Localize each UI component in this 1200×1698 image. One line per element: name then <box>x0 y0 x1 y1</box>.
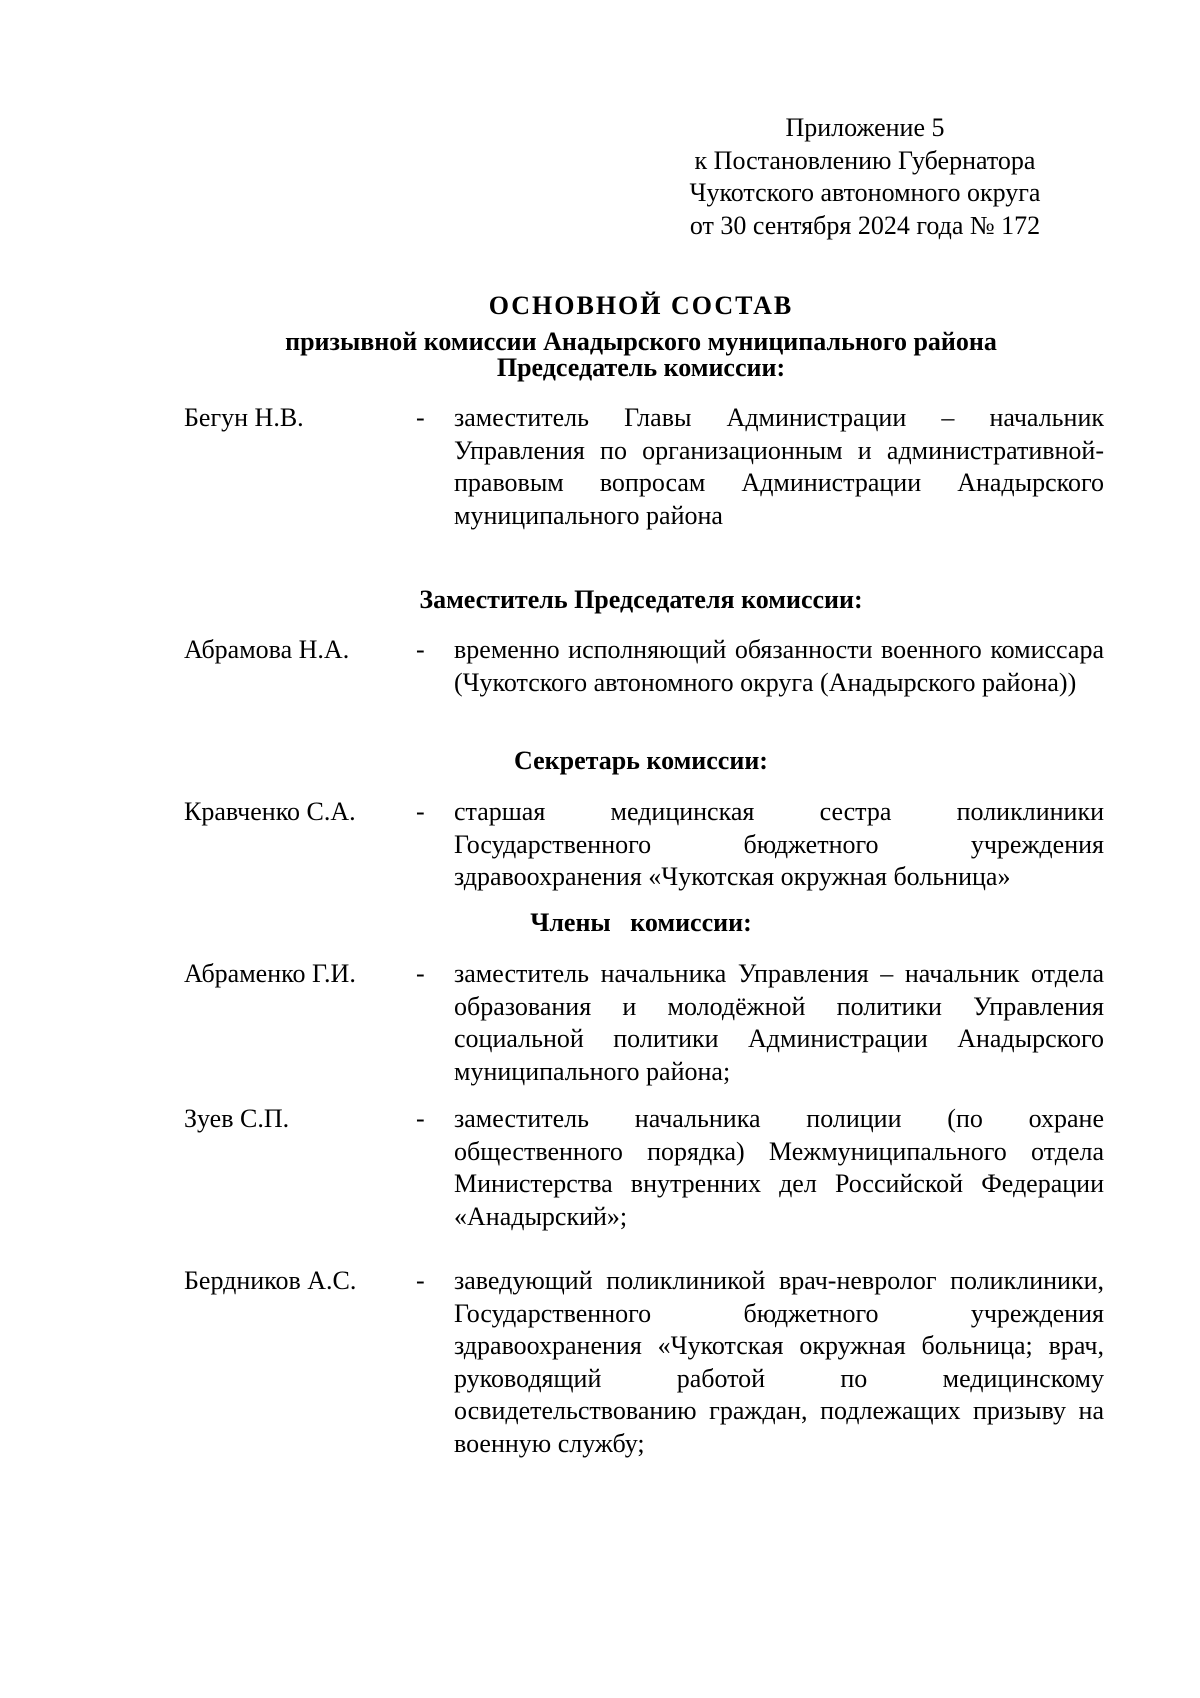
entry-name: Зуев С.П. <box>184 1104 290 1133</box>
entry-dash: - <box>416 797 425 826</box>
entry-name: Абрамова Н.А. <box>184 635 350 664</box>
entry-name: Кравченко С.А. <box>184 797 356 826</box>
entry-deputy <box>184 634 1104 734</box>
entry-dash: - <box>416 1104 425 1133</box>
entry-name: Бердников А.С. <box>184 1266 357 1295</box>
section-heading-members: Члены комиссии: <box>530 908 752 937</box>
entry-member <box>184 958 1104 1090</box>
entry-dash: - <box>416 1266 425 1295</box>
entry-description: заведующий поликлиникой врач-невролог поликлиники, Государственного бюджетного учреждения здравоохранения «Чукотская окружная больница; врач, руководящий работой по медицинскому освидетельствованию граждан, подлежащих призыву на военную службу; <box>454 1266 1104 1458</box>
entry-description: заместитель начальника Управления – начальник отдела образования и молодёжной политики Управления социальной политики Администрации Анадырского муниципального района; <box>454 959 1104 1086</box>
appendix-line-4: от 30 сентября 2024 года № 172 <box>689 210 1041 240</box>
entry-secretary <box>184 796 1104 896</box>
section-heading-deputy: Заместитель Председателя комиссии: <box>419 585 863 614</box>
appendix-line-3: Чукотского автономного округа <box>689 178 1041 207</box>
section-heading-chair: Председатель комиссии: <box>496 353 786 382</box>
title-main: ОСНОВНОЙ СОСТАВ <box>488 291 794 320</box>
entry-name: Абраменко Г.И. <box>184 959 356 988</box>
entry-description: заместитель начальника полиции (по охране общественного порядка) Межмуниципального отдела Министерства внутренних дел Российской Федерации «Анадырский»; <box>454 1104 1104 1231</box>
section-heading-secretary: Секретарь комиссии: <box>514 746 768 775</box>
title-subtitle: призывной комиссии Анадырского муниципального района <box>285 327 997 356</box>
entry-dash: - <box>416 403 425 432</box>
entry-member <box>184 1103 1104 1235</box>
appendix-line-1: Приложение 5 <box>785 113 945 142</box>
entry-description: временно исполняющий обязанности военного комиссара (Чукотского автономного округа (Анадырского района)) <box>454 635 1104 697</box>
document-title <box>120 288 1162 360</box>
entry-dash: - <box>416 635 425 664</box>
entry-member <box>184 1265 1104 1465</box>
appendix-line-2: к Постановлению Губернатора <box>694 145 1036 175</box>
appendix-header <box>640 112 1090 242</box>
entry-chair <box>184 402 1104 567</box>
entry-description: старшая медицинская сестра поликлиники Государственного бюджетного учреждения здравоохранения «Чукотская окружная больница» <box>454 797 1104 891</box>
entry-dash: - <box>416 959 425 988</box>
entry-name: Бегун Н.В. <box>184 403 304 432</box>
entry-description: заместитель Главы Администрации – начальник Управления по организационным и административной-правовым вопросам Администрации Анадырского муниципального района <box>454 403 1104 530</box>
